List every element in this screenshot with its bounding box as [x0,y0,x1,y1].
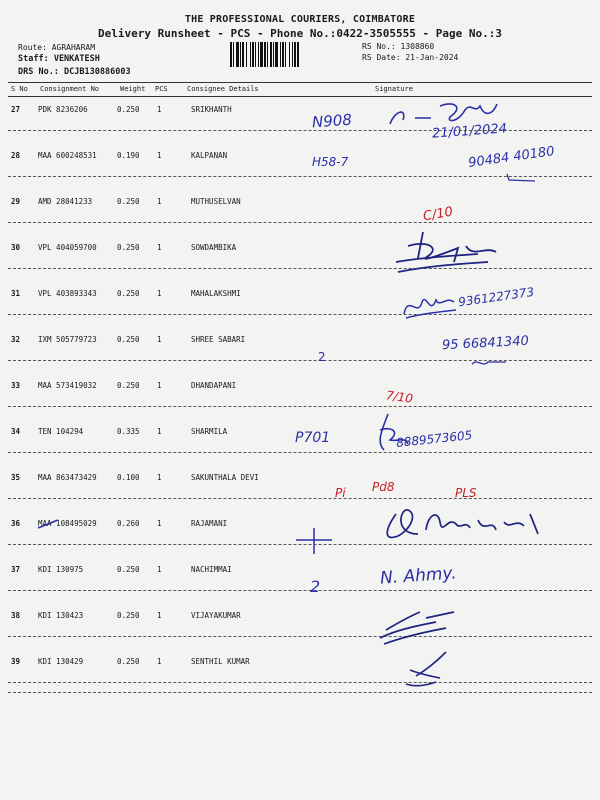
row-sno: 38 [11,611,21,620]
row-consignee: MUTHUSELVAN [191,197,241,206]
handwritten-note-36a: Pi [335,486,346,500]
row-sno: 27 [11,105,21,114]
row-weight: 0.250 [117,381,140,390]
row-separator [8,682,592,683]
col-header-consignment: Consignment No [40,85,100,93]
row-pcs: 1 [157,335,162,344]
row-sno: 34 [11,427,21,436]
handwritten-door-34: P701 [295,430,331,446]
handwritten-signature-37: N. Ahmy. [379,563,458,589]
handwritten-mark-32: 2 [318,350,326,364]
handwritten-phone-28: 90484 40180 [467,144,556,171]
row-pcs: 1 [157,427,162,436]
row-consignment-no: IXM 505779723 [38,335,97,344]
tick-36 [36,516,60,530]
row-pcs: 1 [157,565,162,574]
barcode [230,42,353,67]
row-weight: 0.250 [117,197,140,206]
col-header-consignee: Consignee Details [187,85,259,93]
handwritten-note-30: C/10 [421,204,455,225]
row-sno: 31 [11,289,21,298]
row-separator [8,590,592,591]
row-consignee: KALPANAN [191,151,228,160]
header-top-rule [8,82,592,83]
row-separator [8,314,592,315]
col-header-pcs: PCS [155,85,168,93]
row-consignee: DHANDAPANI [191,381,237,390]
row-sno: 37 [11,565,21,574]
mark-28 [505,172,545,184]
row-pcs: 1 [157,289,162,298]
row-weight: 0.335 [117,427,140,436]
table-row [0,565,600,605]
rs-date: RS Date: 21-Jan-2024 [362,53,459,62]
row-separator [8,636,592,637]
table-row [0,611,600,651]
handwritten-phone-31: 9361227373 [457,284,535,310]
row-sno: 33 [11,381,21,390]
mark-32 [470,356,510,370]
table-end-rule [8,692,592,693]
handwritten-phone-32: 95 66841340 [441,333,530,354]
signature-31 [400,288,460,323]
signature-30 [388,228,518,280]
row-weight: 0.260 [117,519,140,528]
handwritten-note-36b: Pd8 [372,480,395,494]
row-consignee: SHREE SABARI [191,335,246,344]
row-consignment-no: KDI 130975 [38,565,84,574]
row-consignee: MAHALAKSHMI [191,289,241,298]
handwritten-phone-34: 8889573605 [395,428,473,450]
row-weight: 0.190 [117,151,140,160]
handwritten-door-27: N908 [311,110,353,132]
row-pcs: 1 [157,381,162,390]
row-sno: 32 [11,335,21,344]
row-pcs: 1 [157,473,162,482]
row-consignment-no: MAA 108495029 [38,519,97,528]
row-consignee: RAJAMANI [191,519,228,528]
row-consignment-no: VPL 404059700 [38,243,97,252]
row-consignment-no: MAA 573419032 [38,381,97,390]
row-sno: 39 [11,657,21,666]
handwritten-note-33: 7/10 [385,388,414,406]
runsheet-subtitle: Delivery Runsheet - PCS - Phone No.:0422-3505555 - Page No.:3 [98,27,502,40]
row-consignee: SAKUNTHALA DEVI [191,473,259,482]
row-pcs: 1 [157,105,162,114]
row-weight: 0.250 [117,657,140,666]
signature-39 [396,648,466,690]
rs-number: RS No.: 1308860 [362,42,435,51]
row-consignee: SRIKHANTH [191,105,232,114]
row-pcs: 1 [157,657,162,666]
row-consignment-no: TEN 104294 [38,427,84,436]
handwritten-door-28: H58-7 [312,155,349,169]
row-consignment-no: MAA 863473429 [38,473,97,482]
row-consignee: SHARMILA [191,427,228,436]
row-consignee: SOWDAMBIKA [191,243,237,252]
row-pcs: 1 [157,243,162,252]
signature-38 [376,608,466,648]
row-consignee: VIJAYAKUMAR [191,611,241,620]
row-sno: 28 [11,151,21,160]
row-pcs: 1 [157,519,162,528]
row-separator [8,452,592,453]
drs-number: DRS No.: DCJB130886003 [18,67,131,77]
row-separator [8,222,592,223]
row-weight: 0.250 [117,565,140,574]
row-consignment-no: KDI 130423 [38,611,84,620]
row-weight: 0.250 [117,289,140,298]
row-weight: 0.250 [117,243,140,252]
handwritten-date-27: 21/01/2024 [431,121,508,142]
row-weight: 0.100 [117,473,140,482]
row-consignment-no: KDI 130429 [38,657,84,666]
handwritten-mark-37: 2 [310,577,321,596]
table-row [0,657,600,697]
col-header-signature: Signature [375,85,413,93]
row-weight: 0.250 [117,335,140,344]
row-consignment-no: VPL 403893343 [38,289,97,298]
row-sno: 30 [11,243,21,252]
row-sno: 29 [11,197,21,206]
row-pcs: 1 [157,197,162,206]
row-consignment-no: MAA 600248531 [38,151,97,160]
company-title: THE PROFESSIONAL COURIERS, COIMBATORE [184,14,416,25]
table-row [0,381,600,421]
row-weight: 0.250 [117,611,140,620]
row-pcs: 1 [157,611,162,620]
row-consignment-no: AMD 28041233 [38,197,93,206]
col-header-weight: Weight [120,85,146,93]
signature-36 [378,500,548,550]
row-sno: 35 [11,473,21,482]
row-separator [8,498,592,499]
row-weight: 0.250 [117,105,140,114]
row-consignee: NACHIMMAI [191,565,232,574]
staff-label: Staff: VENKATESH [18,54,100,64]
row-consignment-no: PDK 8236206 [38,105,88,114]
row-consignee: SENTHIL KUMAR [191,657,250,666]
route-label: Route: AGRAHARAM [18,43,96,52]
row-pcs: 1 [157,151,162,160]
col-header-sno: S No [11,85,28,93]
row-sno: 36 [11,519,21,528]
row-separator [8,406,592,407]
cross-mark-36 [294,526,336,556]
handwritten-note-36c: PLS [455,486,477,500]
table-row [0,105,600,145]
